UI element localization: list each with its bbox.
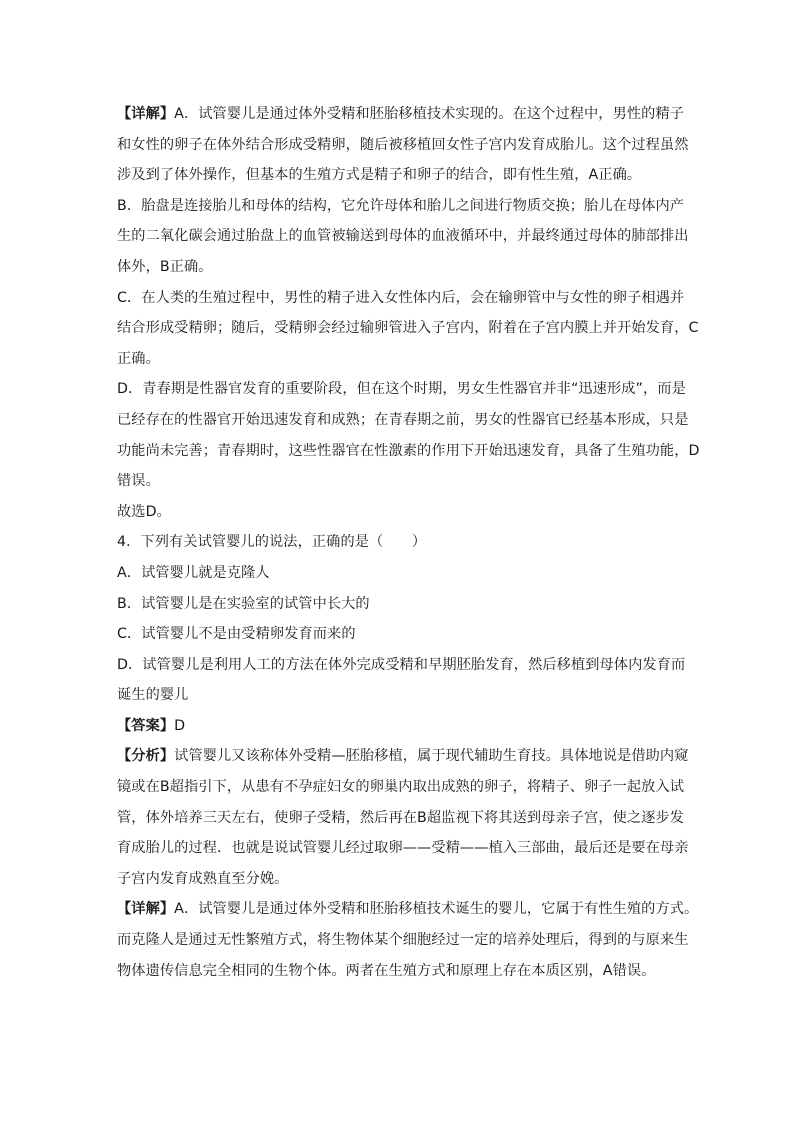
section-tag: 【详解】 (117, 106, 175, 122)
section-tag: 【详解】 (117, 901, 175, 918)
text-line: 结合形成受精卵；随后，受精卵会经过输卵管进入子宫内，附着在子宫内膜上并开始发育，C (117, 320, 699, 337)
text-line: 和女性的卵子在体外结合形成受精卵，随后被移植回女性子宫内发育成胎儿。这个过程虽然 (117, 136, 689, 153)
explanation-line: 物体遗传信息完全相同的生物个体。两者在生殖方式和原理上存在本质区别，A错误。 (117, 962, 656, 979)
text-line: 已经存在的性器官开始迅速发育和成熟；在青春期之前，男女的性器官已经基本形成，只是 (117, 411, 689, 428)
text-line: 体外，B正确。 (117, 258, 213, 275)
text-line: 故选D。 (117, 503, 171, 520)
document-body (117, 99, 700, 986)
option-d: D．试管婴儿是利用人工的方法在体外完成受精和早期胚胎发育，然后移植到母体内发育而 (117, 656, 686, 673)
section-tag: 【答案】 (117, 717, 175, 734)
option-b: B．试管婴儿是在实验室的试管中长大的 (117, 595, 370, 612)
analysis-line: 管，体外培养三天左右，使卵子受精，然后再在B超监视下将其送到母亲子宫，使之逐步发 (117, 809, 685, 826)
text-line: 正确。 (117, 350, 160, 367)
text-line: 错误。 (117, 473, 160, 490)
text-line: 涉及到了体外操作，但基本的生殖方式是精子和卵子的结合，即有性生殖，A正确。 (117, 167, 642, 184)
text-line: D．青春期是性器官发育的重要阶段，但在这个时期，男女生性器官并非“迅速形成”，而是 (117, 381, 686, 398)
answer-line: 【答案】D (117, 717, 186, 734)
question-stem: 4．下列有关试管婴儿的说法，正确的是（ ） (117, 534, 427, 551)
section-tag: 【分析】 (117, 748, 175, 765)
analysis-line: 育成胎儿的过程．也就是说试管婴儿经过取卵——受精——植入三部曲，最后还是要在母亲 (117, 840, 689, 857)
analysis-line: 【分析】试管婴儿又该称体外受精—胚胎移植，属于现代辅助生育技。具体地说是借助内窥 (117, 748, 689, 765)
text-line: C．在人类的生殖过程中，男性的精子进入女性体内后，会在输卵管中与女性的卵子相遇并 (117, 289, 685, 306)
text-line: 生的二氧化碳会通过胎盘上的血管被输送到母体的血液循环中，并最终通过母体的肺部排出 (117, 228, 689, 245)
explanation-line: 而克隆人是通过无性繁殖方式，将生物体某个细胞经过一定的培养处理后，得到的与原来生 (117, 932, 689, 949)
option-a: A．试管婴儿就是克隆人 (117, 564, 270, 581)
option-d: 诞生的婴儿 (117, 687, 189, 704)
analysis-line: 镜或在B超指引下，从患有不孕症妇女的卵巢内取出成熟的卵子，将精子、卵子一起放入试 (117, 779, 685, 796)
text-line: B．胎盘是连接胎儿和母体的结构，它允许母体和胎儿之间进行物质交换；胎儿在母体内产 (117, 197, 685, 214)
analysis-line: 子宫内发育成熟直至分娩。 (117, 870, 289, 887)
explanation-line: 【详解】A．试管婴儿是通过体外受精和胚胎移植技术诞生的婴儿，它属于有性生殖的方式。 (117, 901, 699, 918)
text-line: 【详解】A．试管婴儿是通过体外受精和胚胎移植技术实现的。在这个过程中，男性的精子 (117, 106, 685, 122)
option-c: C．试管婴儿不是由受精卵发育而来的 (117, 626, 356, 643)
text-line: 功能尚未完善；青春期时，这些性器官在性激素的作用下开始迅速发育，具备了生殖功能，D (117, 442, 700, 459)
